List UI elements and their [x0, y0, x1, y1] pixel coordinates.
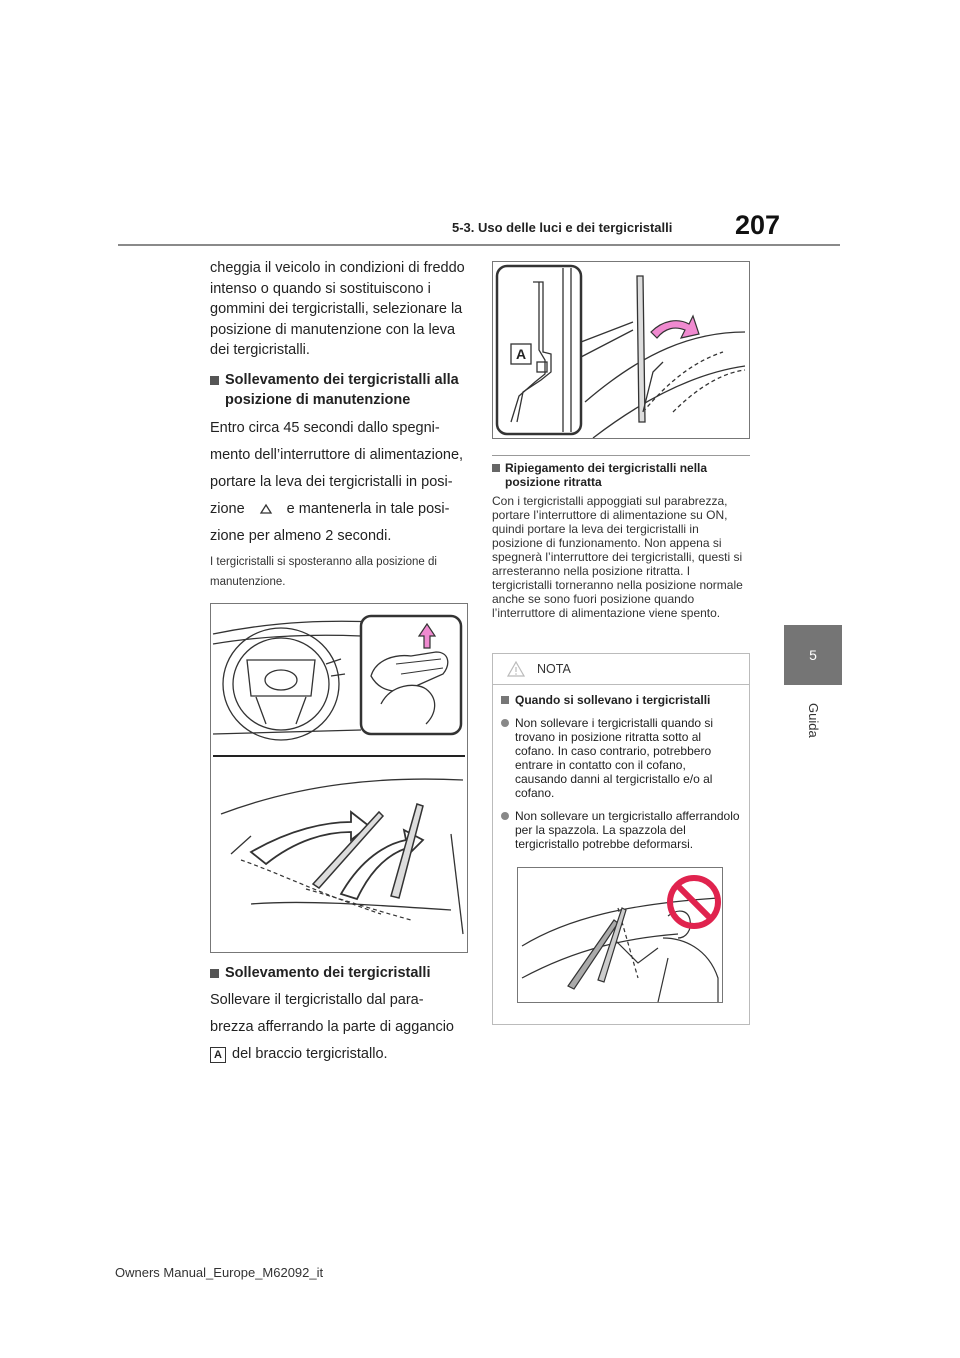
wiper-raise-arrow-1 — [251, 812, 369, 864]
bullet-dot-icon — [501, 812, 509, 820]
lifting-paragraph — [210, 987, 472, 1068]
instruction-line: zione per almeno 2 secondi. — [210, 527, 392, 544]
figure-label-a: A — [515, 346, 527, 362]
intro-paragraph: cheggia il veicolo in condizioni di freddo intenso o quando si sostituiscono i gommini dei tergicristalli, selezionare la posizione di manutenzione con la leva dei tergicristalli. — [210, 260, 465, 358]
chapter-label: Guida — [806, 703, 821, 738]
heading-text: Sollevamento dei tergicristalli — [225, 964, 431, 981]
footer-text: Owners Manual_Europe_M62092_it — [115, 1265, 324, 1280]
lifting-text: del braccio tergicristallo. — [232, 1046, 388, 1062]
mist-position-icon — [251, 502, 281, 516]
note-title: NOTA — [537, 662, 571, 676]
instruction-text: zione — [210, 500, 245, 517]
instruction-note: I tergicristalli si sposteranno alla posizione di manutenzione. — [210, 555, 437, 588]
page-number: 207 — [735, 210, 781, 240]
heading-lifting-wipers — [210, 963, 472, 984]
left-column — [210, 258, 472, 1068]
square-bullet-icon — [210, 376, 219, 385]
divider — [492, 455, 750, 456]
note-header — [493, 654, 749, 685]
label-a-badge: A — [210, 1047, 226, 1063]
heading-text: Sollevamento dei tergicristalli alla posizione di manutenzione — [225, 371, 459, 408]
right-column-text — [492, 455, 750, 620]
figure-prohibited-drawing — [518, 868, 722, 1002]
lifting-line: Sollevare il tergicristallo dal para- — [210, 992, 424, 1008]
instruction-line: mento dell’interruttore di alimentazione, — [210, 446, 464, 463]
chapter-number: 5 — [809, 647, 817, 663]
note-bullet-text: Non sollevare i tergicristalli quando si trovano in posizione ritratta sotto al cofano. In caso contrario, potrebbero entrare in contatto con il cofano, causando danni al tergicristallo e/o al cofano. — [515, 716, 714, 800]
instruction-text: e mantenerla in tale posi- — [286, 500, 450, 517]
instruction-line — [210, 496, 472, 523]
note-heading — [501, 693, 741, 707]
section-title: 5-3. Uso delle luci e dei tergicristalli — [452, 220, 673, 235]
note-heading-text: Quando si sollevano i tergicristalli — [515, 693, 711, 707]
heading-text: Ripiegamento dei tergicristalli nella posizione ritratta — [505, 461, 708, 489]
retract-paragraph: Con i tergicristalli appoggiati sul parabrezza, portare l’interruttore di alimentazione su ON, quindi portare la leva dei tergicristalli in posizione di funzionamento. Non appena si spegnerà l’interruttore dei tergicristalli, questi si arresteranno nella posizione ritratta. I tergicristalli torneranno nella posizione normale anche se sono fuori posizione quando l’interruttore di alimentazione viene spento. — [492, 494, 743, 620]
instruction-paragraph — [210, 415, 472, 550]
note-box — [492, 653, 750, 1025]
instruction-line: Entro circa 45 secondi dallo spegni- — [210, 419, 440, 436]
lift-arrow-pink — [651, 316, 699, 338]
figure-wiper-lever-drawing — [211, 604, 467, 952]
warning-triangle-icon — [507, 661, 525, 677]
figure-prohibited-grab-blade — [517, 867, 723, 1003]
note-bullet — [501, 716, 741, 800]
note-bullet-text: Non sollevare un tergicristallo afferrandolo per la spazzola. La spazzola del tergicristallo potrebbe deformarsi. — [515, 809, 740, 851]
figure-wiper-arm-hook-drawing — [493, 262, 749, 438]
square-bullet-icon — [501, 696, 509, 704]
heading-maintenance-position — [210, 370, 472, 411]
note-bullet — [501, 809, 741, 851]
heading-retract — [492, 461, 750, 489]
figure-wiper-lever — [210, 603, 468, 953]
square-bullet-icon — [210, 969, 219, 978]
figure-wiper-arm-hook — [492, 261, 750, 439]
square-bullet-icon — [492, 464, 500, 472]
lifting-line — [210, 1041, 472, 1068]
bullet-dot-icon — [501, 719, 509, 727]
lifting-line: brezza afferrando la parte di aggancio — [210, 1019, 454, 1035]
instruction-line: portare la leva dei tergicristalli in posi- — [210, 473, 453, 490]
note-body — [493, 685, 749, 1003]
header-rule — [118, 244, 840, 246]
chapter-tab[interactable] — [784, 625, 842, 685]
